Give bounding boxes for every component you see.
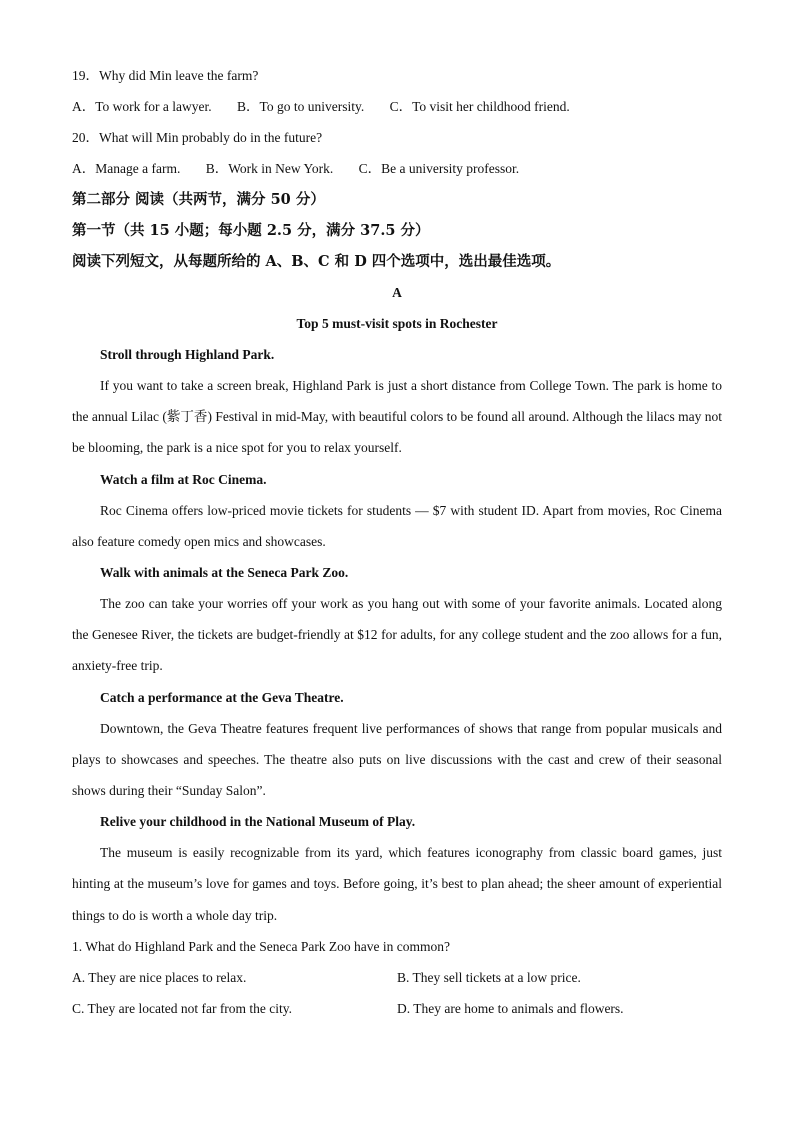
section-instruction: 阅读下列短文，从每题所给的 A、B、C 和 D 四个选项中，选出最佳选项。 [72, 253, 561, 270]
section-sub-title: 第一节（共 15 小题；每小题 2.5 分，满分 37.5 分） [72, 222, 430, 239]
block-text: If you want to take a screen break, Highland Park is just a short distance from College Town. The park is home to the annual Lilac (紫丁香) Festival in mid-May, with beautiful colors to be found all around. Although the lilacs may not be blooming, the park is a nice spot for you to relax yourself. [72, 378, 722, 456]
block-heading: Stroll through Highland Park. [100, 347, 275, 362]
option-b: B．Work in New York. [205, 161, 334, 176]
passage-title: Top 5 must-visit spots in Rochester [296, 316, 498, 331]
block-text: Downtown, the Geva Theatre features frequent live performances of shows that range from popular musicals and plays to showcases and speeches. The theatre also puts on live discussions with the cast and crew of their seasonal shows during their “Sunday Salon”. [72, 720, 722, 799]
question-20-options [72, 153, 722, 184]
block-heading: Watch a film at Roc Cinema. [100, 471, 267, 487]
block-text: Roc Cinema offers low-priced movie tickets for students — $7 with student ID. Apart from movies, Roc Cinema also feature comedy open mics and showcases. [72, 502, 722, 549]
exam-page [72, 60, 722, 1024]
option-c: C．Be a university professor. [358, 161, 520, 176]
option-b: B．To go to university. [237, 99, 365, 114]
question-1-options-row-2 [72, 993, 722, 1024]
question-1-options-row-1 [72, 962, 722, 993]
question-20: 20．What will Min probably do in the future? [72, 130, 323, 145]
option-a: A. They are nice places to relax. [72, 969, 247, 985]
question-19: 19．Why did Min leave the farm? [72, 68, 259, 83]
section-part-title: 第二部分 阅读（共两节，满分 50 分） [72, 191, 325, 208]
block-text: The museum is easily recognizable from its yard, which features iconography from classic board games, just hinting at the museum’s love for games and toys. Before going, it’s best to plan ahead; the sheer amount of experiential things to do is worth a whole day trip. [72, 845, 722, 923]
block-heading: Relive your childhood in the National Museum of Play. [100, 814, 416, 830]
block-text: The zoo can take your worries off your work as you hang out with some of your favorite animals. Located along the Genesee River, the tickets are budget-friendly at $12 for adults, for any college student and the zoo allows for a fun, anxiety-free trip. [72, 596, 722, 674]
option-d: D. They are home to animals and flowers. [397, 1000, 624, 1016]
block-heading: Walk with animals at the Seneca Park Zoo. [100, 565, 349, 581]
question-1: 1. What do Highland Park and the Seneca Park Zoo have in common? [72, 938, 451, 954]
option-b: B. They sell tickets at a low price. [397, 969, 581, 985]
option-c: C. They are located not far from the city. [72, 1000, 293, 1016]
option-a: A．To work for a lawyer. [72, 99, 212, 114]
question-19-options [72, 91, 722, 122]
block-heading: Catch a performance at the Geva Theatre. [100, 689, 344, 705]
passage-letter: A [392, 285, 402, 300]
option-a: A．Manage a farm. [72, 161, 181, 176]
option-c: C．To visit her childhood friend. [389, 99, 570, 114]
